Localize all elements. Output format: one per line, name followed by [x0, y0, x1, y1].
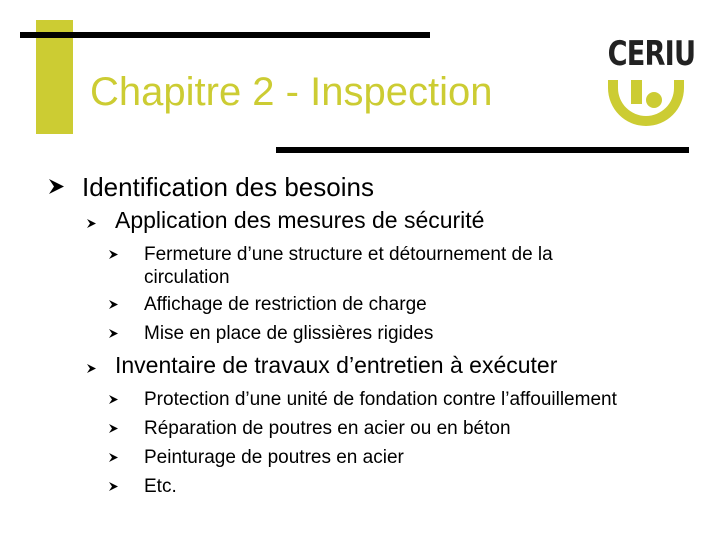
arrow-bullet-icon: [108, 328, 119, 339]
arrow-bullet-icon: [108, 394, 119, 405]
list-item-text: Protection d’une unité de fondation contre l’affouillement: [144, 389, 617, 410]
title-underline-rule: [276, 147, 689, 153]
arrow-bullet-icon: [108, 423, 119, 434]
bullet-text: Application des mesures de sécurité: [115, 207, 485, 233]
list-item-text: Réparation de poutres en acier ou en béton: [144, 418, 511, 439]
logo-emblem-icon: [598, 80, 694, 132]
list-item-text: Fermeture d’une structure et détournement de la circulation: [144, 244, 553, 288]
arrow-bullet-icon: [86, 218, 97, 229]
arrow-bullet-icon: [86, 363, 97, 374]
slide-title: Chapitre 2 - Inspection: [90, 70, 493, 114]
list-item-text: Mise en place de glissières rigides: [144, 323, 434, 344]
logo-wordmark: CERIU: [607, 34, 696, 74]
top-rule: [20, 32, 430, 38]
arrow-bullet-icon: [108, 481, 119, 492]
list-item-text: Peinturage de poutres en acier: [144, 447, 404, 468]
ceriu-logo: [598, 22, 694, 132]
arrow-bullet-icon: [108, 249, 119, 260]
bullet-text: Identification des besoins: [82, 172, 374, 202]
arrow-bullet-icon: [108, 452, 119, 463]
list-item-text: Affichage de restriction de charge: [144, 294, 427, 315]
arrow-bullet-icon: [108, 299, 119, 310]
arrow-bullet-icon: [48, 178, 65, 195]
list-item-text: Etc.: [144, 476, 177, 497]
bullet-text: Inventaire de travaux d’entretien à exécuter: [115, 352, 558, 378]
